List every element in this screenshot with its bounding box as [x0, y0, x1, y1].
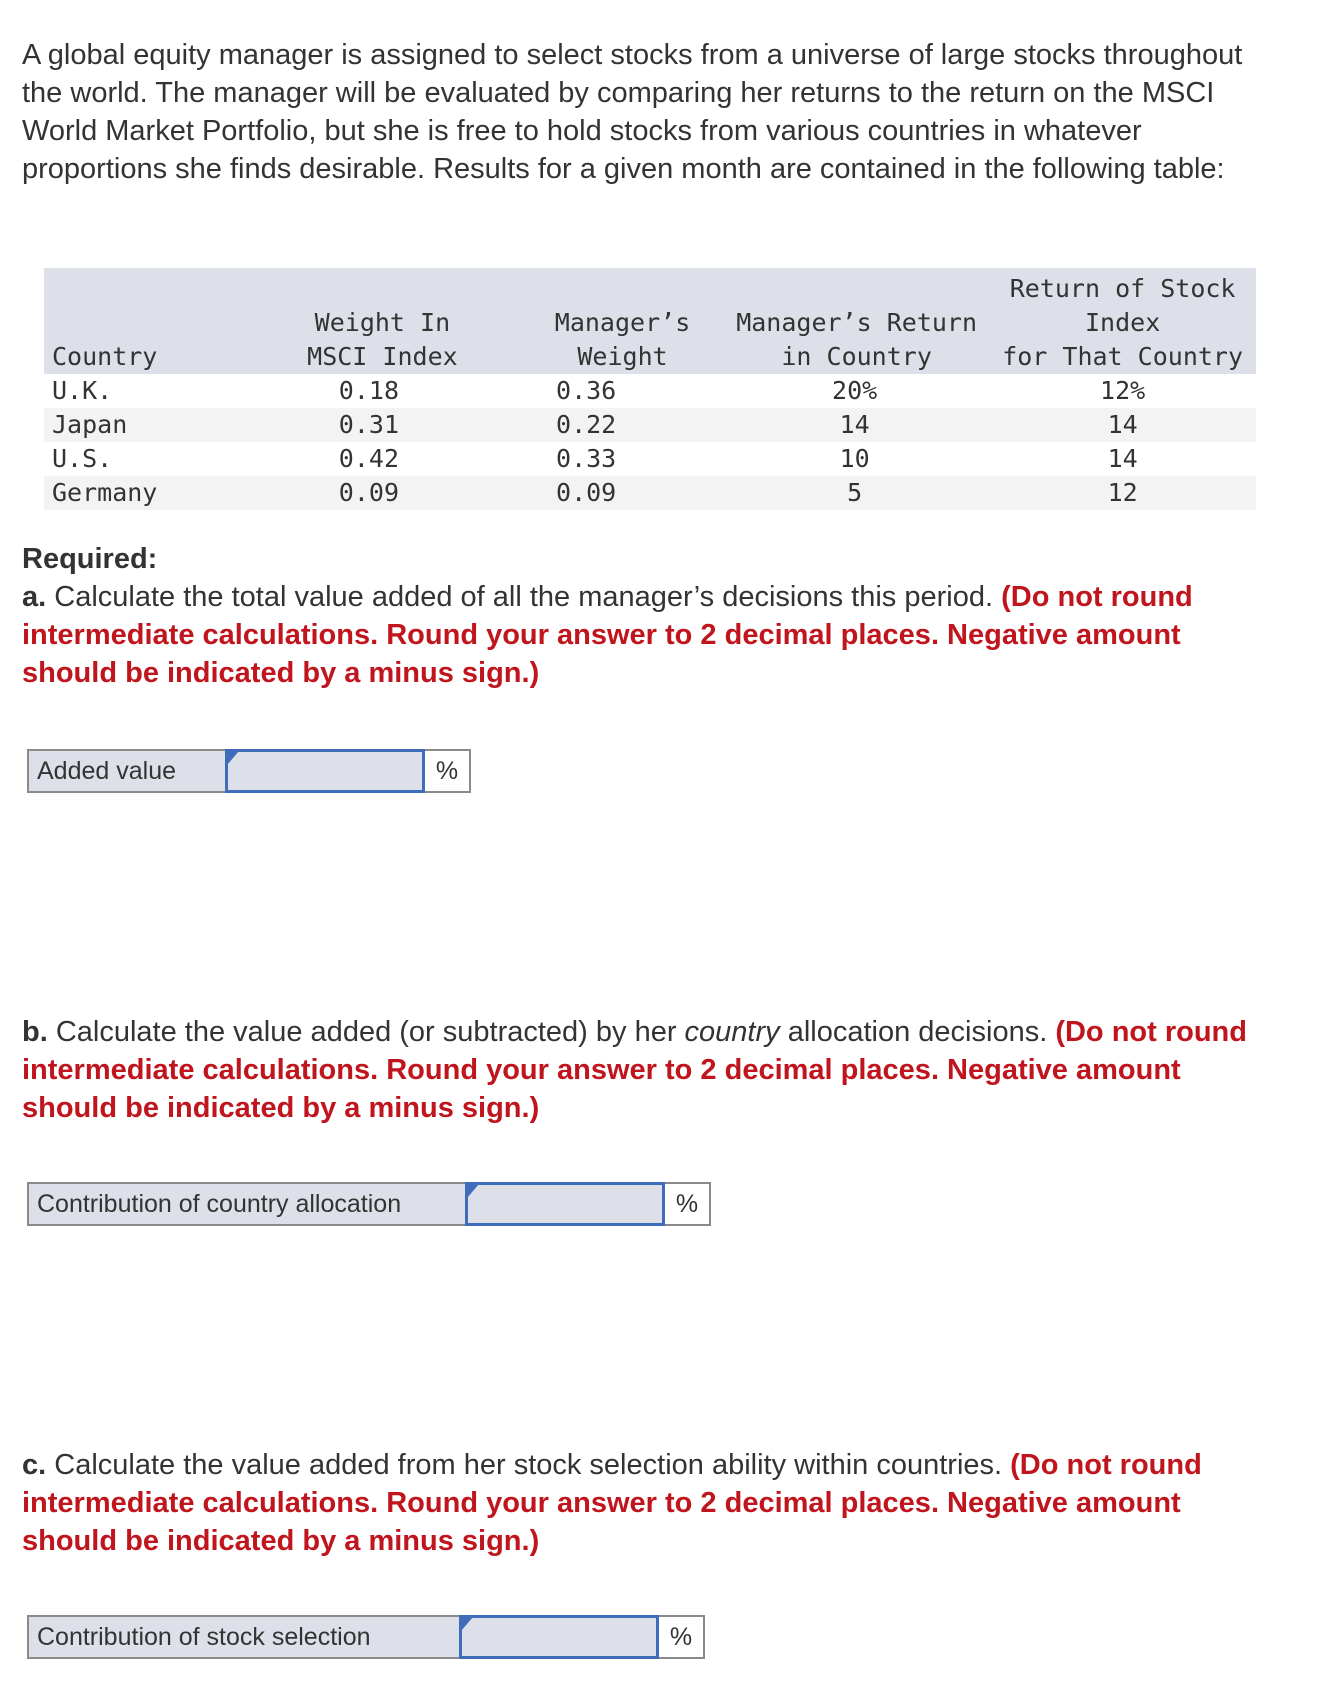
table-header-row: [44, 268, 1256, 374]
answer-row-added-value: [27, 749, 471, 793]
table-row: [44, 374, 1256, 408]
table-row: [44, 442, 1256, 476]
cell-manager-return: 5: [724, 476, 989, 510]
returns-table: [44, 268, 1256, 510]
added-value-field-wrap: [225, 749, 425, 793]
part-b-text-after: allocation decisions.: [787, 1016, 1048, 1048]
stock-selection-input[interactable]: [462, 1618, 656, 1656]
country-allocation-field-wrap: [465, 1182, 665, 1226]
added-value-input[interactable]: [228, 752, 422, 790]
cell-manager-weight: 0.22: [521, 408, 724, 442]
cell-manager-weight: 0.33: [556, 444, 617, 473]
percent-unit: %: [659, 1615, 705, 1659]
cell-msci-weight: 0.18: [338, 376, 400, 405]
answer-row-stock-selection: [27, 1615, 705, 1659]
part-b-text-before: Calculate the value added (or subtracted) by her: [55, 1016, 677, 1048]
cell-country: U.K.: [52, 376, 113, 405]
answer-row-country-allocation: [27, 1182, 711, 1226]
cell-index-return: 14: [989, 408, 1256, 442]
field-marker-icon: [227, 751, 239, 765]
header-country: Country: [52, 342, 158, 371]
cell-manager-weight: 0.09: [521, 476, 724, 510]
header-manager-return: Manager’s Return in Country: [736, 308, 978, 371]
country-allocation-label: Contribution of country allocation: [27, 1182, 467, 1226]
problem-intro: A global equity manager is assigned to select stocks from a universe of large stocks throughout the world. The manager will be evaluated by comparing her returns to the return on the MSCI World Market Portfolio, but she is free to hold stocks from various countries in whatever proportions she finds desirable. Results for a given month are contained in the following table:: [22, 39, 1243, 185]
cell-manager-return: 10: [839, 444, 870, 473]
percent-unit: %: [665, 1182, 711, 1226]
required-heading: Required:: [22, 543, 158, 575]
header-msci-weight: Weight In MSCI Index: [307, 308, 458, 371]
added-value-label: Added value: [27, 749, 227, 793]
part-c-instructions: (Do not round intermediate calculations. Round your answer to 2 decimal places. Negative amount should be indicated by a minus sign.): [22, 1449, 1202, 1557]
part-a-text: Calculate the total value added of all the manager’s decisions this period.: [54, 581, 994, 613]
cell-country: U.S.: [52, 444, 113, 473]
table-row: [44, 476, 1256, 510]
cell-index-return: 12%: [1100, 376, 1146, 405]
stock-selection-field-wrap: [459, 1615, 659, 1659]
question-b: [22, 1013, 1282, 1127]
question-c: [22, 1446, 1282, 1560]
cell-manager-return: 20%: [832, 376, 878, 405]
cell-country: Japan: [44, 408, 244, 442]
cell-country: Germany: [44, 476, 244, 510]
cell-msci-weight: 0.31: [244, 408, 521, 442]
part-b-letter: b.: [22, 1016, 48, 1048]
part-a-instructions: (Do not round intermediate calculations. Round your answer to 2 decimal places. Negative amount should be indicated by a minus sign.): [22, 581, 1193, 689]
country-allocation-input[interactable]: [468, 1185, 662, 1223]
part-c-text: Calculate the value added from her stock selection ability within countries.: [54, 1449, 1003, 1481]
cell-msci-weight: 0.42: [338, 444, 400, 473]
table-row: [44, 408, 1256, 442]
question-a: [22, 540, 1282, 692]
header-manager-weight: Manager’s Weight: [554, 308, 691, 371]
header-index-return: Return of Stock Index for That Country: [1002, 274, 1244, 371]
part-a-letter: a.: [22, 581, 47, 613]
part-b-instructions: (Do not round intermediate calculations. Round your answer to 2 decimal places. Negative amount should be indicated by a minus sign.): [22, 1016, 1247, 1124]
cell-manager-return: 14: [724, 408, 989, 442]
stock-selection-label: Contribution of stock selection: [27, 1615, 461, 1659]
part-c-letter: c.: [22, 1449, 47, 1481]
field-marker-icon: [467, 1184, 479, 1198]
cell-index-return: 14: [1107, 444, 1138, 473]
cell-msci-weight: 0.09: [244, 476, 521, 510]
part-b-text-italic: country: [684, 1016, 780, 1048]
cell-index-return: 12: [989, 476, 1256, 510]
cell-manager-weight: 0.36: [556, 376, 617, 405]
field-marker-icon: [461, 1617, 473, 1631]
percent-unit: %: [425, 749, 471, 793]
